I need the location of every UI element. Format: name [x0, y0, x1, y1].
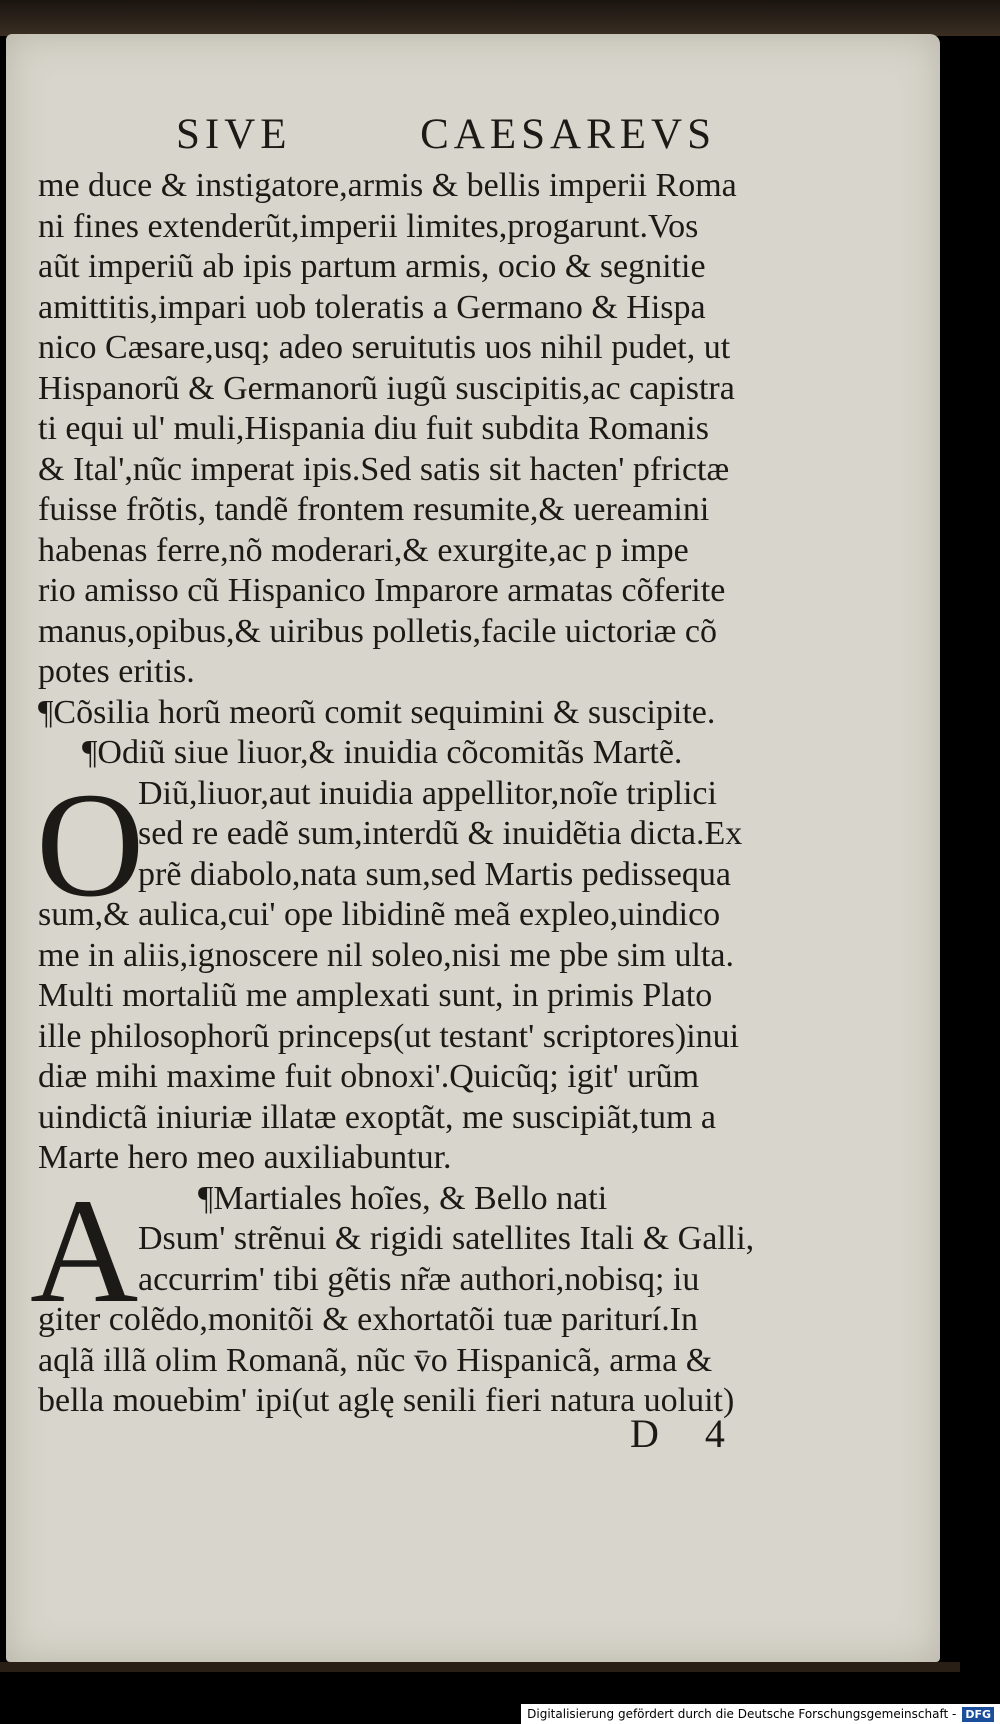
- text-line: giter colẽdo,monitõi & exhortatõi tuæ pariturí.In: [38, 1301, 699, 1338]
- book-bottom-edge: [0, 1662, 960, 1672]
- text-line: aũt imperiũ ab ipis partum armis, ocio & segnitie: [38, 248, 706, 285]
- running-head-left: SIVE: [176, 111, 292, 158]
- running-head-right: CAESAREVS: [420, 111, 716, 158]
- text-line: sed re eadẽ sum,interdũ & inuidẽtia dicta.Ex: [138, 815, 743, 852]
- section-heading: ¶Martiales hoĩes, & Bello nati: [198, 1179, 608, 1217]
- book-top-edge: [0, 0, 1000, 36]
- text-line: bella mouebim' ipi(ut aglę senili fieri natura uoluit): [38, 1382, 735, 1419]
- text-line: Hispanorũ & Germanorũ iugũ suscipitis,ac capistra: [38, 369, 735, 407]
- text-line: ni fines extenderũt,imperii limites,progarunt.Vos: [38, 207, 699, 245]
- text-line: sum,& aulica,cui' ope libidinẽ meã expleo,uindico: [38, 896, 721, 933]
- text-line: habenas ferre,nõ moderari,& exurgite,ac p impe: [38, 531, 689, 569]
- drop-cap-o: O: [36, 762, 145, 928]
- body-text: [38, 166, 838, 1422]
- text-line: Dsum' strẽnui & rigidi satellites Itali & Galli,: [138, 1220, 755, 1257]
- text-line: manus,opibus,& uiribus polletis,facile uictoriæ cõ: [38, 612, 717, 650]
- text-line: me in aliis,ignoscere nil soleo,nisi me pbe sim ulta.: [38, 936, 734, 974]
- signature-number: 4: [704, 1411, 725, 1456]
- text-line: amittitis,impari uob toleratis a Germano & Hispa: [38, 288, 706, 326]
- text-line: aqlã illã olim Romanã, nũc v̄o Hispanicã, arma &: [38, 1341, 713, 1379]
- text-line: diæ mihi maxime fuit obnoxi'.Quicũq; igit' urũm: [38, 1058, 700, 1095]
- text-line: prẽ diabolo,nata sum,sed Martis pedissequa: [138, 855, 731, 893]
- digitization-credit: [521, 1704, 1000, 1724]
- signature-mark: [630, 1410, 771, 1457]
- text-line: me duce & instigatore,armis & bellis imperii Roma: [38, 167, 737, 204]
- text-line: potes eritis.: [38, 653, 195, 690]
- text-line: ille philosophorũ princeps(ut testant' scriptores)inui: [38, 1017, 740, 1055]
- text-line: Multi mortaliũ me amplexati sunt, in primis Plato: [38, 977, 713, 1014]
- dfg-logo: DFG: [962, 1707, 994, 1722]
- text-line: ti equi ul' muli,Hispania diu fuit subdita Romanis: [38, 410, 709, 447]
- text-line: nico Cæsare,usq; adeo seruitutis uos nihil pudet, ut: [38, 329, 731, 366]
- section-heading: ¶Cõsilia horũ meorũ comit sequimini & suscipite.: [38, 693, 716, 731]
- signature-letter: D: [630, 1411, 659, 1456]
- text-line: rio amisso cũ Hispanico Imparore armatas cõferite: [38, 572, 726, 609]
- text-line: uindictã iniuriæ illatæ exoptãt, me suscipiãt,tum a: [38, 1098, 716, 1136]
- text-line: & Ital',nũc imperat ipis.Sed satis sit hacten' pfrictæ: [38, 450, 730, 488]
- text-line: Marte hero meo auxiliabuntur.: [38, 1139, 452, 1176]
- running-head: [176, 110, 716, 159]
- section-heading: ¶Odiũ siue liuor,& inuidia cõcomitãs Martẽ.: [82, 734, 683, 771]
- text-line: fuisse frõtis, tandẽ frontem resumite,& uereamini: [38, 491, 710, 528]
- text-line: accurrim' tibi gẽtis nr̃æ authori,nobisq; iu: [138, 1260, 700, 1298]
- text-line: Diũ,liuor,aut inuidia appellitor,noĩe triplici: [138, 774, 717, 812]
- credit-text: Digitalisierung gefördert durch die Deutsche Forschungsgemeinschaft -: [527, 1707, 957, 1721]
- drop-cap-a: A: [30, 1168, 139, 1334]
